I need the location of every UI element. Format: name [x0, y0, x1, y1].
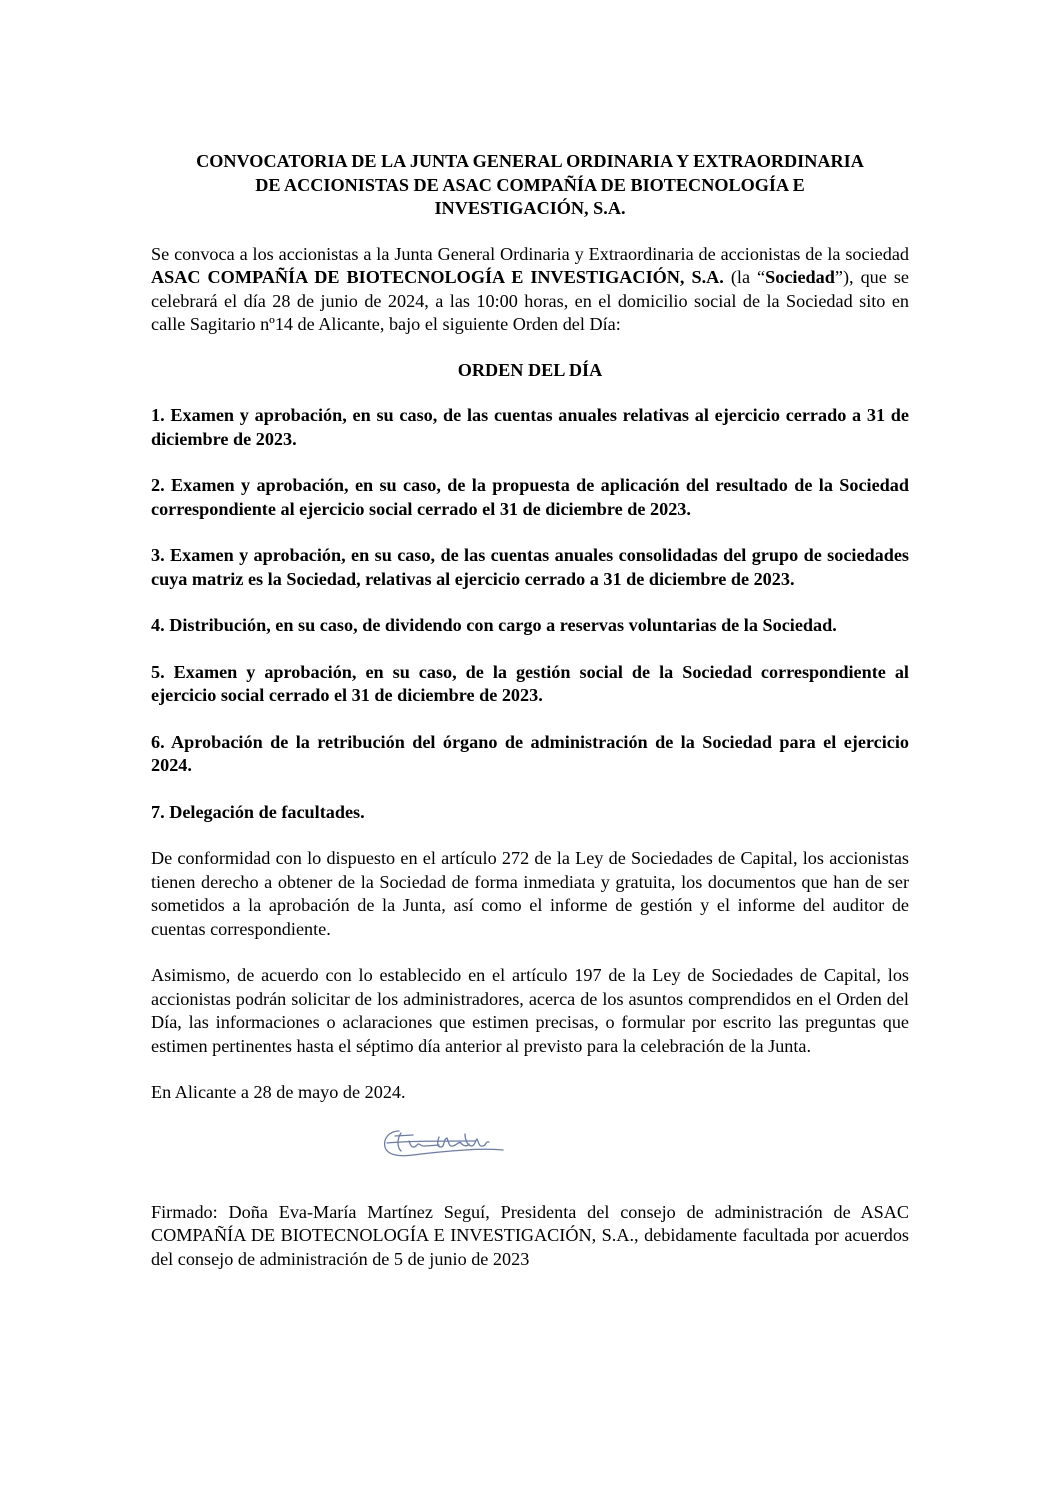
company-name: ASAC COMPAÑÍA DE BIOTECNOLOGÍA E INVESTIGACIÓN, S.A.	[151, 267, 724, 287]
agenda-item-5: 5. Examen y aprobación, en su caso, de la gestión social de la Sociedad correspondiente al ejercicio social cerrado el 31 de diciembre de 2023.	[151, 661, 909, 705]
agenda-item-1: 1. Examen y aprobación, en su caso, de las cuentas anuales relativas al ejercicio cerrado a 31 de diciembre de 2023.	[151, 405, 909, 449]
signed-by-paragraph: Firmado: Doña Eva-María Martínez Seguí, Presidenta del consejo de administración de ASAC COMPAÑÍA DE BIOTECNOLOGÍA E INVESTIGACIÓN, S.A., debidamente facultada por acuerdos del consejo de administración de 5 de junio de 2023	[151, 1201, 909, 1269]
paragraph-article-197: Asimismo, de acuerdo con lo establecido en el artículo 197 de la Ley de Sociedades de Capital, los accionistas podrán solicitar de los administradores, acerca de los asuntos comprendidos en el Orden del Día, las informaciones o aclaraciones que estimen precisas, o formular por escrito las preguntas que estimen pertinentes hasta el séptimo día anterior al previsto para la celebración de la Junta.	[151, 965, 909, 1056]
agenda-item-6: 6. Aprobación de la retribución del órgano de administración de la Sociedad para el ejercicio 2024.	[151, 731, 909, 775]
title-line-3: INVESTIGACIÓN, S.A.	[434, 198, 626, 218]
sociedad-term: Sociedad	[765, 267, 835, 287]
agenda-item-7: 7. Delegación de facultades.	[151, 801, 365, 822]
intro-text-2: (la “	[723, 267, 766, 287]
document-page	[151, 150, 909, 1271]
agenda-item-2: 2. Examen y aprobación, en su caso, de la propuesta de aplicación del resultado de la Sociedad correspondiente al ejercicio social cerrado el 31 de diciembre de 2023.	[151, 475, 909, 519]
handwritten-signature	[379, 1119, 509, 1165]
intro-text-1: Se convoca a los accionistas a la Junta General Ordinaria y Extraordinaria de accionistas de la sociedad	[151, 243, 909, 264]
agenda-item-3: 3. Examen y aprobación, en su caso, de las cuentas anuales consolidadas del grupo de sociedades cuya matriz es la Sociedad, relativas al ejercicio cerrado a 31 de diciembre de 2023.	[151, 545, 909, 589]
agenda-heading: ORDEN DEL DÍA	[457, 359, 603, 380]
intro-text-3: ”), que se celebrará el día 28 de junio de 2024, a las 10:00 horas, en el domicilio social de la Sociedad sito en calle Sagitario nº14 de Alicante, bajo el siguiente Orden del Día:	[151, 267, 909, 334]
title-line-1: CONVOCATORIA DE LA JUNTA GENERAL ORDINARIA Y EXTRAORDINARIA	[196, 151, 864, 171]
agenda-item-4: 4. Distribución, en su caso, de dividendo con cargo a reservas voluntarias de la Sociedad.	[151, 615, 837, 635]
intro-paragraph	[151, 243, 909, 337]
paragraph-article-272: De conformidad con lo dispuesto en el artículo 272 de la Ley de Sociedades de Capital, los accionistas tienen derecho a obtener de la Sociedad de forma inmediata y gratuita, los documentos que han de ser sometidos a la aprobación de la Junta, así como el informe de gestión y el informe del auditor de cuentas correspondiente.	[151, 848, 909, 939]
date-line: En Alicante a 28 de mayo de 2024.	[151, 1082, 406, 1102]
document-title	[151, 150, 909, 221]
title-line-2: DE ACCIONISTAS DE ASAC COMPAÑÍA DE BIOTECNOLOGÍA E	[255, 174, 805, 195]
